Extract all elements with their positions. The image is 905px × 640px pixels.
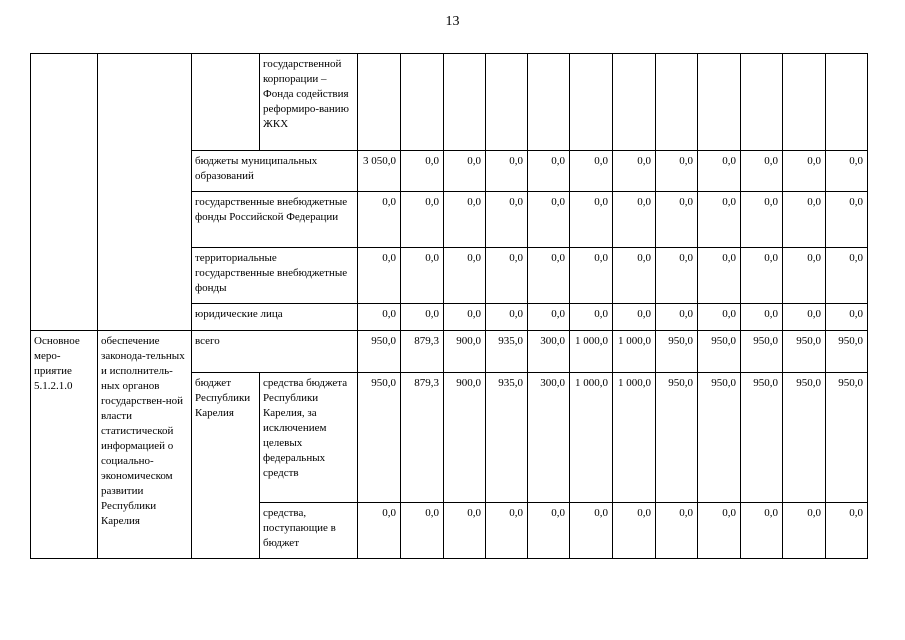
value-cell: 0,0	[486, 503, 528, 559]
value-cell: 0,0	[698, 503, 741, 559]
source-label: юридические лица	[192, 304, 358, 331]
value-cell: 0,0	[486, 304, 528, 331]
value-cell: 3 050,0	[358, 151, 401, 192]
value-cell: 0,0	[741, 304, 783, 331]
value-cell: 0,0	[570, 151, 613, 192]
value-cell: 0,0	[444, 151, 486, 192]
value-cell: 0,0	[656, 151, 698, 192]
measure-code: Основное меро-приятие 5.1.2.1.0	[31, 331, 98, 559]
value-cell: 950,0	[656, 373, 698, 503]
value-cell: 0,0	[826, 503, 868, 559]
value-cell: 0,0	[698, 304, 741, 331]
value-cell: 0,0	[528, 248, 570, 304]
value-cell: 0,0	[570, 192, 613, 248]
table-row	[31, 331, 868, 373]
value-cell: 1 000,0	[570, 331, 613, 373]
value-cell	[613, 54, 656, 151]
value-cell: 0,0	[783, 248, 826, 304]
value-cell: 0,0	[656, 248, 698, 304]
value-cell: 0,0	[358, 248, 401, 304]
value-cell: 300,0	[528, 331, 570, 373]
value-cell: 0,0	[570, 503, 613, 559]
value-cell: 0,0	[486, 192, 528, 248]
value-cell: 0,0	[783, 151, 826, 192]
value-cell: 950,0	[698, 373, 741, 503]
value-cell: 0,0	[358, 304, 401, 331]
value-cell	[783, 54, 826, 151]
value-cell	[486, 54, 528, 151]
total-label: всего	[192, 331, 358, 373]
empty-cell	[192, 54, 260, 151]
source-label: средства бюджета Республики Карелия, за исключением целевых федеральных средств	[260, 373, 358, 503]
value-cell: 0,0	[444, 192, 486, 248]
value-cell: 0,0	[826, 248, 868, 304]
value-cell: 950,0	[741, 331, 783, 373]
value-cell: 0,0	[698, 151, 741, 192]
empty-cell	[98, 54, 192, 331]
empty-cell	[31, 54, 98, 331]
source-label: бюджеты муниципальных образований	[192, 151, 358, 192]
value-cell: 950,0	[741, 373, 783, 503]
value-cell: 0,0	[613, 304, 656, 331]
value-cell	[826, 54, 868, 151]
value-cell: 0,0	[401, 304, 444, 331]
value-cell: 0,0	[783, 192, 826, 248]
value-cell: 0,0	[401, 151, 444, 192]
value-cell	[444, 54, 486, 151]
value-cell: 0,0	[698, 192, 741, 248]
value-cell: 1 000,0	[570, 373, 613, 503]
value-cell	[656, 54, 698, 151]
value-cell: 0,0	[401, 503, 444, 559]
table-row	[31, 54, 868, 151]
value-cell: 1 000,0	[613, 373, 656, 503]
value-cell: 0,0	[528, 151, 570, 192]
value-cell: 900,0	[444, 373, 486, 503]
value-cell	[570, 54, 613, 151]
value-cell: 950,0	[826, 373, 868, 503]
value-cell: 0,0	[570, 248, 613, 304]
value-cell: 0,0	[826, 192, 868, 248]
value-cell: 0,0	[613, 151, 656, 192]
value-cell: 0,0	[401, 192, 444, 248]
value-cell: 0,0	[783, 304, 826, 331]
value-cell: 0,0	[528, 192, 570, 248]
value-cell: 950,0	[698, 331, 741, 373]
value-cell: 900,0	[444, 331, 486, 373]
value-cell: 0,0	[783, 503, 826, 559]
value-cell: 0,0	[741, 503, 783, 559]
value-cell: 879,3	[401, 331, 444, 373]
budget-table	[30, 53, 868, 559]
value-cell: 0,0	[358, 192, 401, 248]
value-cell: 950,0	[656, 331, 698, 373]
value-cell	[401, 54, 444, 151]
value-cell: 0,0	[358, 503, 401, 559]
value-cell: 0,0	[741, 248, 783, 304]
value-cell: 0,0	[826, 151, 868, 192]
value-cell: 0,0	[656, 304, 698, 331]
value-cell: 0,0	[741, 151, 783, 192]
value-cell: 0,0	[444, 248, 486, 304]
value-cell: 0,0	[444, 503, 486, 559]
value-cell: 0,0	[613, 248, 656, 304]
value-cell: 0,0	[486, 151, 528, 192]
value-cell: 0,0	[613, 192, 656, 248]
value-cell: 0,0	[570, 304, 613, 331]
value-cell: 0,0	[826, 304, 868, 331]
source-label: средства, поступающие в бюджет	[260, 503, 358, 559]
value-cell	[528, 54, 570, 151]
value-cell	[741, 54, 783, 151]
value-cell: 0,0	[741, 192, 783, 248]
value-cell: 1 000,0	[613, 331, 656, 373]
value-cell	[358, 54, 401, 151]
source-label: государственной корпорации – Фонда содействия реформиро-ванию ЖКХ	[260, 54, 358, 151]
value-cell: 0,0	[613, 503, 656, 559]
value-cell: 879,3	[401, 373, 444, 503]
value-cell: 0,0	[656, 192, 698, 248]
value-cell: 950,0	[783, 373, 826, 503]
page-number: 13	[445, 14, 460, 29]
value-cell: 0,0	[444, 304, 486, 331]
value-cell: 935,0	[486, 373, 528, 503]
value-cell: 0,0	[528, 304, 570, 331]
value-cell: 0,0	[528, 503, 570, 559]
value-cell: 950,0	[826, 331, 868, 373]
value-cell: 0,0	[698, 248, 741, 304]
value-cell: 300,0	[528, 373, 570, 503]
budget-label: бюджет Республики Карелия	[192, 373, 260, 559]
value-cell: 950,0	[358, 373, 401, 503]
value-cell	[698, 54, 741, 151]
measure-description: обеспечение законода-тельных и исполнитель-ных органов государствен-ной власти статистической информацией о социально-экономическом развитии Республики Карелия	[98, 331, 192, 559]
value-cell: 935,0	[486, 331, 528, 373]
value-cell: 950,0	[783, 331, 826, 373]
source-label: территориальные государственные внебюджетные фонды	[192, 248, 358, 304]
value-cell: 0,0	[656, 503, 698, 559]
value-cell: 0,0	[401, 248, 444, 304]
value-cell: 0,0	[486, 248, 528, 304]
source-label: государственные внебюджетные фонды Российской Федерации	[192, 192, 358, 248]
value-cell: 950,0	[358, 331, 401, 373]
